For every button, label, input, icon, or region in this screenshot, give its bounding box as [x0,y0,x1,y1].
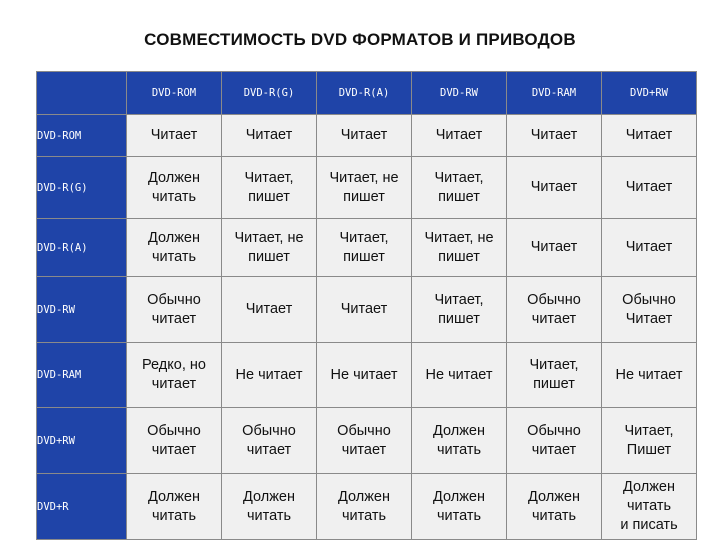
cell-line: читать [531,507,577,524]
cell-line: читать [151,507,197,524]
cell-line: Читает, не [329,169,399,186]
cell-text [148,229,200,267]
table-cell [602,408,697,474]
cell-text [433,422,485,460]
table-cell [127,474,222,540]
cell-text [531,126,578,145]
table-row [37,219,697,277]
cell-text [148,169,200,207]
cell-text [246,300,293,319]
cell-line: Должен [433,422,485,439]
cell-text [527,422,581,460]
cell-text [147,291,201,329]
cell-text [531,238,578,257]
table-cell [602,277,697,343]
cell-line: Должен [338,488,390,505]
column-header: DVD-R(A) [317,72,412,115]
cell-line: Читает [625,310,673,327]
cell-line: Должен [148,229,200,246]
cell-line: Читает [625,127,673,143]
cell-text [435,291,484,329]
cell-line: Обычно [527,422,581,439]
row-header: DVD-RAM [37,343,127,408]
cell-text [147,422,201,460]
table-cell [602,115,697,157]
cell-line: читает [531,441,577,458]
table-cell [507,115,602,157]
cell-line: Читает, не [424,229,494,246]
corner-cell [37,72,127,115]
cell-line: пишет [343,188,385,205]
table-cell [222,277,317,343]
cell-text [531,178,578,197]
cell-text [329,169,398,207]
cell-line: Редко, но [142,357,206,373]
cell-text [620,478,677,535]
cell-line: Должен [243,488,295,505]
cell-line: Читает, [434,169,484,186]
row-header: DVD-ROM [37,115,127,157]
page-title: СОВМЕСТИМОСТЬ DVD ФОРМАТОВ И ПРИВОДОВ [144,30,576,49]
header-row [37,72,697,115]
table-cell [127,408,222,474]
table-cell [602,474,697,540]
table-cell [412,157,507,219]
cell-text [242,422,296,460]
table-cell [507,408,602,474]
cell-line: Читает, [529,357,579,373]
cell-line: пишет [438,188,480,205]
cell-line: Должен [433,488,485,505]
cell-line: Читает, не [234,229,304,246]
column-header: DVD-ROM [127,72,222,115]
table-cell [507,157,602,219]
cell-line: Читает [625,239,673,255]
table-cell [127,115,222,157]
cell-line: пишет [438,248,480,265]
cell-text [341,126,388,145]
table-cell [222,115,317,157]
cell-line: Обычно [622,291,676,308]
table-cell [507,474,602,540]
cell-line: Не читает [330,366,398,383]
cell-text [622,291,676,329]
column-header: DVD-RW [412,72,507,115]
cell-line: Обычно [337,422,391,439]
cell-text [433,488,485,526]
cell-line: читает [151,310,197,327]
cell-line: читать [151,248,197,265]
table-cell [127,157,222,219]
cell-line: Читает [245,301,293,317]
cell-line: Должен [148,488,200,505]
cell-line: Читает, [624,422,674,439]
cell-line: Читает [340,301,388,317]
table-cell [317,343,412,408]
cell-text [151,126,198,145]
cell-text [246,126,293,145]
cell-line: Читает [530,179,578,195]
table-row [37,408,697,474]
table-cell [222,408,317,474]
cell-text [331,366,398,385]
cell-line: Читает [625,179,673,195]
cell-text [625,422,674,460]
compatibility-table [36,71,697,540]
table-cell [412,408,507,474]
cell-line: Читает [435,127,483,143]
column-header: DVD-RAM [507,72,602,115]
cell-text [340,229,389,267]
cell-line: читать [151,188,197,205]
table-cell [222,157,317,219]
table-cell [507,343,602,408]
cell-line: Должен [528,488,580,505]
table-row [37,115,697,157]
cell-text [426,366,493,385]
cell-line: Читает [150,127,198,143]
table-cell [317,115,412,157]
cell-line: пишет [248,248,290,265]
cell-text [234,229,303,267]
table-cell [317,277,412,343]
cell-line: читать [626,498,672,514]
cell-text [626,178,673,197]
table-cell [412,343,507,408]
table-cell [127,277,222,343]
table-cell [507,277,602,343]
row-header: DVD+R [37,474,127,540]
cell-line: Не читает [615,366,683,383]
cell-text [616,366,683,385]
table-cell [412,474,507,540]
cell-line: читать [341,507,387,524]
cell-text [245,169,294,207]
row-header: DVD-RW [37,277,127,343]
table-cell [127,219,222,277]
column-header: DVD-R(G) [222,72,317,115]
table-cell [222,219,317,277]
cell-text [341,300,388,319]
cell-line: Читает, [244,169,294,186]
table-row [37,474,697,540]
table-cell [602,343,697,408]
table-cell [602,219,697,277]
cell-line: Читает, [434,291,484,308]
cell-line: Читает, [339,229,389,246]
table-row [37,277,697,343]
table-cell [127,343,222,408]
cell-line: Читает [340,127,388,143]
cell-line: пишет [438,310,480,327]
cell-text [436,126,483,145]
cell-text [236,366,303,385]
cell-line: читать [436,441,482,458]
cell-line: и писать [620,517,678,533]
cell-text [527,291,581,329]
table-cell [317,474,412,540]
cell-line: Не читает [235,366,303,383]
cell-line: Обычно [147,291,201,308]
cell-text [530,356,579,394]
cell-line: Обычно [242,422,296,439]
cell-line: читает [151,441,197,458]
cell-line: пишет [533,376,575,392]
cell-line: Должен [623,479,675,495]
table-row [37,157,697,219]
cell-text [148,488,200,526]
cell-line: Обычно [147,422,201,439]
row-header: DVD-R(A) [37,219,127,277]
cell-text [338,488,390,526]
cell-line: Должен [148,169,200,186]
cell-line: Пишет [626,441,672,458]
table-row [37,343,697,408]
cell-line: читает [341,441,387,458]
cell-line: читать [436,507,482,524]
cell-line: пишет [248,188,290,205]
cell-line: Читает [245,127,293,143]
cell-line: читает [151,376,197,392]
table-cell [317,157,412,219]
cell-line: пишет [343,248,385,265]
cell-line: читать [246,507,292,524]
table-cell [602,157,697,219]
cell-text [626,126,673,145]
table-cell [412,219,507,277]
cell-text [243,488,295,526]
cell-text [337,422,391,460]
table-cell [222,474,317,540]
cell-text [528,488,580,526]
table-cell [317,219,412,277]
row-header: DVD-R(G) [37,157,127,219]
table-cell [317,408,412,474]
cell-line: Читает [530,239,578,255]
cell-line: Обычно [527,291,581,308]
column-header: DVD+RW [602,72,697,115]
cell-line: читает [246,441,292,458]
cell-text [626,238,673,257]
cell-text [424,229,493,267]
table-cell [222,343,317,408]
cell-line: Не читает [425,366,493,383]
row-header: DVD+RW [37,408,127,474]
cell-text [142,356,206,394]
table-cell [507,219,602,277]
table-cell [412,115,507,157]
table-cell [412,277,507,343]
cell-text [435,169,484,207]
cell-line: читает [531,310,577,327]
cell-line: Читает [530,127,578,143]
